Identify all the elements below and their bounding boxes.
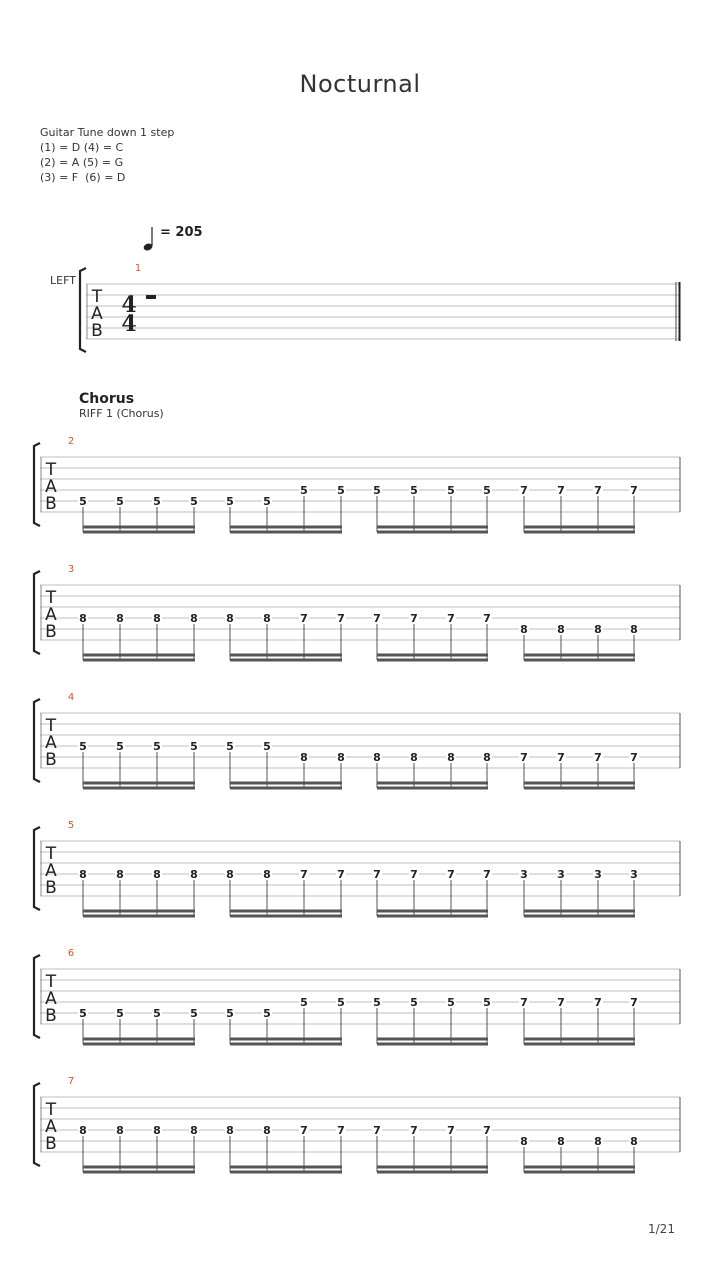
tab-clef-letter: A: [45, 477, 57, 497]
beam: [83, 1166, 195, 1169]
fret-number: 7: [630, 996, 638, 1009]
fret-number: 8: [79, 868, 87, 881]
beam: [377, 659, 488, 662]
fret-number: 8: [483, 751, 491, 764]
beam: [524, 1171, 635, 1174]
fret-number: 8: [190, 612, 198, 625]
tuning-line: Guitar Tune down 1 step: [40, 126, 175, 139]
fret-number: 7: [557, 751, 565, 764]
beam: [83, 1171, 195, 1174]
fret-number: 7: [594, 484, 602, 497]
fret-number: 8: [190, 868, 198, 881]
tab-clef-letter: B: [45, 622, 57, 642]
fret-number: 8: [116, 612, 124, 625]
beam: [377, 526, 488, 529]
fret-number: 7: [337, 868, 345, 881]
fret-number: 3: [594, 868, 602, 881]
fret-number: 8: [153, 1124, 161, 1137]
fret-number: 5: [337, 484, 345, 497]
fret-number: 7: [410, 868, 418, 881]
fret-number: 8: [153, 612, 161, 625]
beam: [230, 782, 342, 785]
tuning-line: (2) = A (5) = G: [40, 156, 124, 169]
measure-number: 2: [67, 436, 75, 447]
tuning-line: (3) = F (6) = D: [40, 171, 126, 184]
tab-clef-letter: B: [45, 1006, 57, 1026]
tab-clef-letter: A: [45, 605, 57, 625]
fret-number: 8: [373, 751, 381, 764]
fret-number: 7: [447, 868, 455, 881]
fret-number: 7: [483, 612, 491, 625]
tab-clef-letter: T: [45, 588, 57, 608]
fret-number: 7: [520, 484, 528, 497]
half-rest-icon: [146, 295, 156, 299]
beam: [230, 787, 342, 790]
fret-number: 7: [483, 1124, 491, 1137]
beam: [377, 915, 488, 918]
time-signature-numerator: 4: [121, 292, 137, 318]
beam: [524, 1166, 635, 1169]
fret-number: 8: [263, 868, 271, 881]
beam: [377, 910, 488, 913]
fret-number: 8: [630, 1135, 638, 1148]
page-number: 1/21: [648, 1222, 675, 1236]
fret-number: 7: [300, 868, 308, 881]
tempo-marking: = 205: [160, 225, 203, 240]
fret-number: 5: [300, 484, 308, 497]
fret-number: 7: [337, 612, 345, 625]
song-title: Nocturnal: [299, 70, 421, 98]
beam: [230, 910, 342, 913]
tab-clef-letter: A: [45, 989, 57, 1009]
fret-number: 7: [300, 1124, 308, 1137]
measure-number: 6: [67, 948, 75, 959]
fret-number: 8: [226, 1124, 234, 1137]
fret-number: 8: [410, 751, 418, 764]
fret-number: 8: [300, 751, 308, 764]
fret-number: 5: [226, 1007, 234, 1020]
fret-number: 8: [557, 623, 565, 636]
beam: [524, 531, 635, 534]
fret-number: 3: [630, 868, 638, 881]
fret-number: 5: [410, 996, 418, 1009]
beam: [377, 1171, 488, 1174]
fret-number: 5: [79, 1007, 87, 1020]
fret-number: 5: [447, 484, 455, 497]
section-title: Chorus: [79, 391, 135, 407]
fret-number: 8: [79, 612, 87, 625]
beam: [230, 1038, 342, 1041]
fret-number: 7: [373, 1124, 381, 1137]
fret-number: 8: [190, 1124, 198, 1137]
tab-clef-letter: B: [45, 750, 57, 770]
beam: [230, 1166, 342, 1169]
tab-clef-letter: T: [45, 1100, 57, 1120]
fret-number: 5: [483, 996, 491, 1009]
fret-number: 8: [520, 623, 528, 636]
fret-number: 5: [153, 495, 161, 508]
beam: [230, 659, 342, 662]
fret-number: 8: [116, 868, 124, 881]
fret-number: 5: [263, 1007, 271, 1020]
beam: [83, 526, 195, 529]
time-signature-denominator: 4: [121, 311, 137, 337]
fret-number: 5: [263, 740, 271, 753]
fret-number: 7: [447, 612, 455, 625]
fret-number: 8: [226, 868, 234, 881]
track-label: LEFT: [50, 274, 76, 287]
beam: [377, 1043, 488, 1046]
fret-number: 5: [263, 495, 271, 508]
fret-number: 5: [373, 996, 381, 1009]
fret-number: 3: [557, 868, 565, 881]
beam: [524, 910, 635, 913]
beam: [377, 654, 488, 657]
fret-number: 5: [337, 996, 345, 1009]
fret-number: 7: [594, 996, 602, 1009]
beam: [83, 787, 195, 790]
measure-number: 1: [134, 263, 142, 274]
fret-number: 7: [630, 751, 638, 764]
beam: [83, 531, 195, 534]
measure-number: 7: [67, 1076, 75, 1087]
fret-number: 5: [153, 1007, 161, 1020]
beam: [524, 915, 635, 918]
beam: [524, 654, 635, 657]
fret-number: 8: [263, 612, 271, 625]
fret-number: 7: [557, 484, 565, 497]
fret-number: 7: [520, 751, 528, 764]
tab-clef-letter: T: [91, 287, 103, 307]
measure-number: 3: [67, 564, 75, 575]
beam: [230, 526, 342, 529]
fret-number: 7: [594, 751, 602, 764]
fret-number: 8: [79, 1124, 87, 1137]
fret-number: 5: [190, 1007, 198, 1020]
fret-number: 5: [116, 495, 124, 508]
tab-clef-letter: T: [45, 460, 57, 480]
tab-clef-letter: A: [91, 304, 103, 324]
fret-number: 8: [116, 1124, 124, 1137]
tab-clef-letter: A: [45, 733, 57, 753]
fret-number: 5: [79, 495, 87, 508]
fret-number: 5: [153, 740, 161, 753]
tab-clef-letter: T: [45, 972, 57, 992]
fret-number: 7: [373, 868, 381, 881]
fret-number: 7: [300, 612, 308, 625]
tab-clef-letter: B: [91, 321, 103, 341]
fret-number: 5: [410, 484, 418, 497]
tab-clef-letter: B: [45, 878, 57, 898]
beam: [377, 1038, 488, 1041]
fret-number: 8: [594, 1135, 602, 1148]
beam: [230, 654, 342, 657]
fret-number: 8: [557, 1135, 565, 1148]
beam: [83, 1043, 195, 1046]
system-bracket: [34, 955, 40, 1038]
beam: [524, 1038, 635, 1041]
beam: [377, 782, 488, 785]
beam: [524, 1043, 635, 1046]
fret-number: 7: [373, 612, 381, 625]
beam: [377, 531, 488, 534]
beam: [83, 659, 195, 662]
beam: [83, 910, 195, 913]
fret-number: 8: [153, 868, 161, 881]
fret-number: 8: [630, 623, 638, 636]
beam: [524, 782, 635, 785]
tuning-line: (1) = D (4) = C: [40, 141, 124, 154]
fret-number: 8: [594, 623, 602, 636]
system-bracket: [34, 443, 40, 526]
tab-clef-letter: B: [45, 494, 57, 514]
tab-clef-letter: T: [45, 844, 57, 864]
fret-number: 8: [226, 612, 234, 625]
fret-number: 8: [520, 1135, 528, 1148]
system-bracket: [34, 827, 40, 910]
fret-number: 5: [373, 484, 381, 497]
beam: [230, 1171, 342, 1174]
tab-clef-letter: A: [45, 1117, 57, 1137]
system-bracket: [34, 699, 40, 782]
beam: [230, 531, 342, 534]
beam: [83, 915, 195, 918]
fret-number: 7: [410, 612, 418, 625]
fret-number: 8: [447, 751, 455, 764]
fret-number: 5: [447, 996, 455, 1009]
system-bracket: [34, 571, 40, 654]
measure-number: 5: [67, 820, 75, 831]
beam: [83, 1038, 195, 1041]
tab-clef-letter: B: [45, 1134, 57, 1154]
fret-number: 8: [263, 1124, 271, 1137]
fret-number: 5: [116, 740, 124, 753]
beam: [83, 654, 195, 657]
beam: [524, 659, 635, 662]
fret-number: 7: [630, 484, 638, 497]
section-subtitle: RIFF 1 (Chorus): [79, 407, 164, 420]
beam: [377, 787, 488, 790]
fret-number: 5: [226, 495, 234, 508]
fret-number: 5: [300, 996, 308, 1009]
fret-number: 5: [226, 740, 234, 753]
beam: [524, 787, 635, 790]
beam: [524, 526, 635, 529]
system-bracket: [34, 1083, 40, 1166]
fret-number: 5: [483, 484, 491, 497]
fret-number: 3: [520, 868, 528, 881]
tab-clef-letter: A: [45, 861, 57, 881]
fret-number: 5: [79, 740, 87, 753]
fret-number: 8: [337, 751, 345, 764]
fret-number: 7: [520, 996, 528, 1009]
fret-number: 7: [557, 996, 565, 1009]
system-bracket: [80, 268, 86, 352]
fret-number: 7: [410, 1124, 418, 1137]
fret-number: 7: [483, 868, 491, 881]
beam: [83, 782, 195, 785]
fret-number: 7: [447, 1124, 455, 1137]
fret-number: 5: [190, 740, 198, 753]
tab-clef-letter: T: [45, 716, 57, 736]
fret-number: 5: [190, 495, 198, 508]
fret-number: 7: [337, 1124, 345, 1137]
beam: [230, 1043, 342, 1046]
beam: [230, 915, 342, 918]
beam: [377, 1166, 488, 1169]
fret-number: 5: [116, 1007, 124, 1020]
measure-number: 4: [67, 692, 75, 703]
